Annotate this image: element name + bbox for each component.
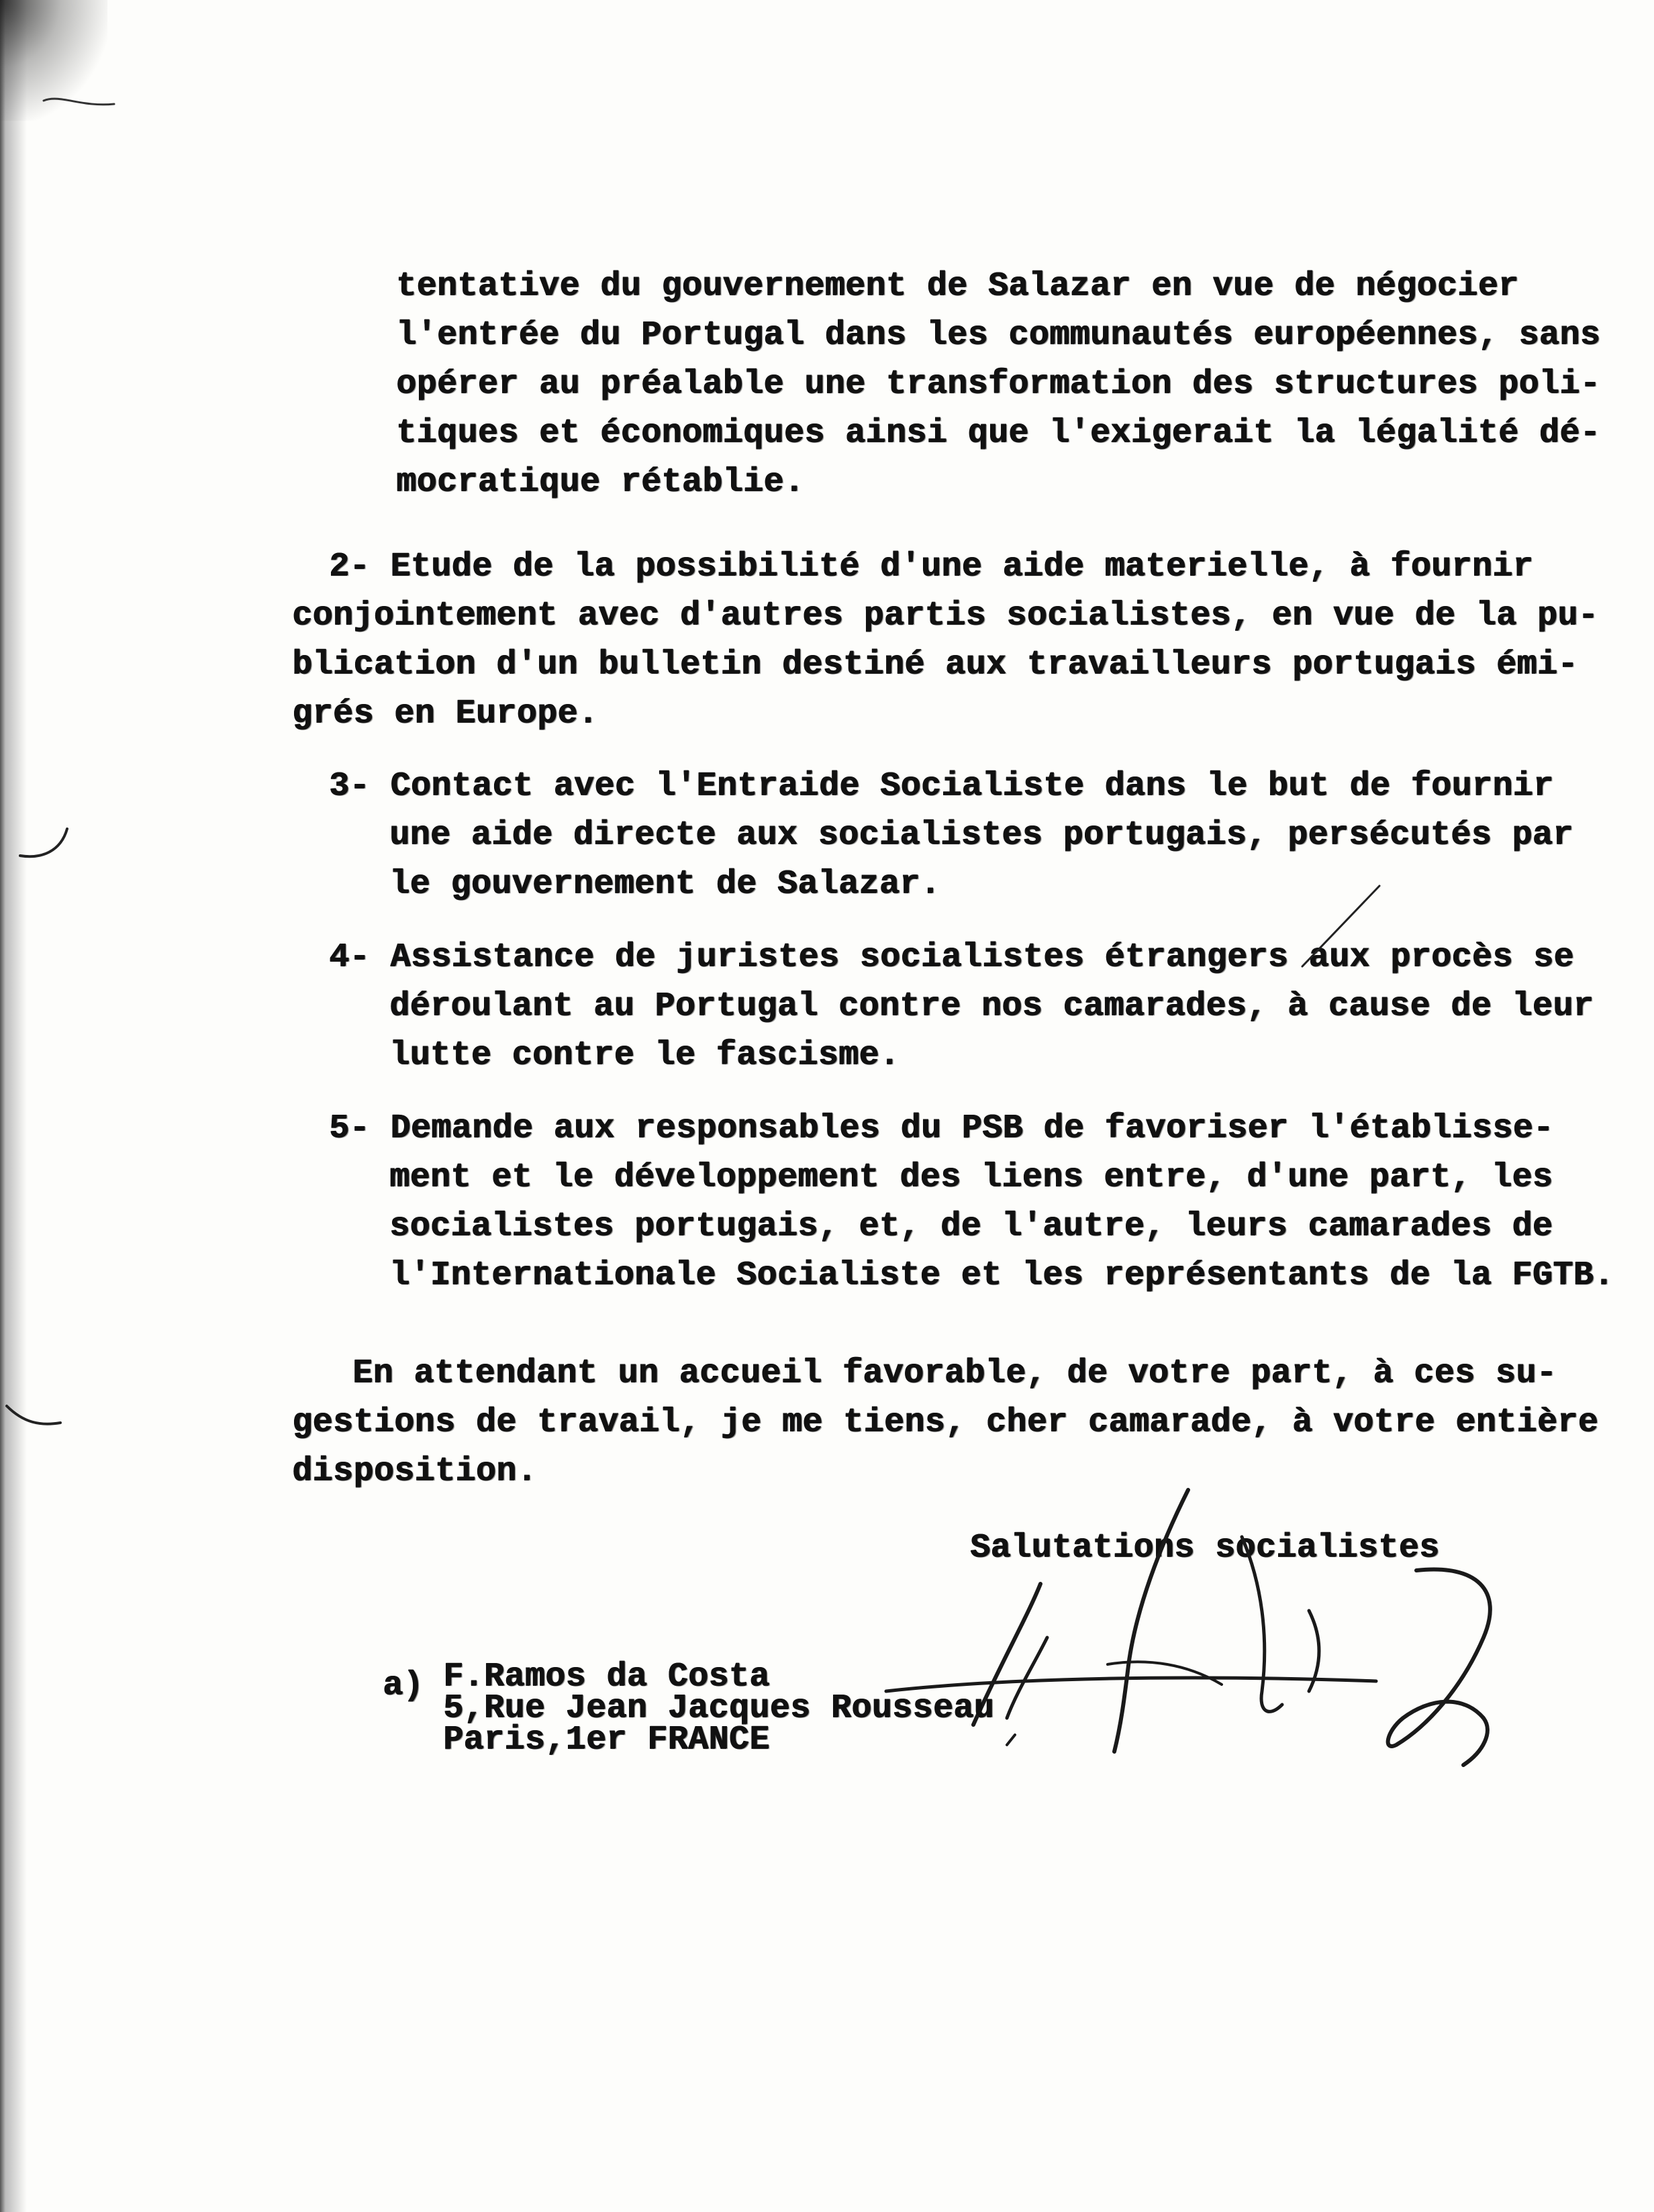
address-line: 5,Rue Jean Jacques Rousseau (443, 1689, 994, 1727)
item-line: une aide directe aux socialistes portugais, persécutés par (389, 816, 1573, 854)
intro-line: mocratique rétablie. (396, 463, 805, 501)
item-line: socialistes portugais, et, de l'autre, leurs camarades de (389, 1207, 1553, 1246)
check-mark (1296, 879, 1390, 973)
intro-line: opérer au préalable une transformation des structures poli- (396, 365, 1600, 403)
item-2 (292, 542, 1598, 738)
left-margin-mark (13, 825, 74, 866)
closing-line: En attendant un accueil favorable, de votre part, à ces su- (352, 1354, 1557, 1393)
item-line: le gouvernement de Salazar. (389, 865, 940, 903)
closing-line: disposition. (292, 1452, 537, 1491)
item-line: 5- Demande aux responsables du PSB de favoriser l'établisse- (329, 1109, 1554, 1148)
intro-line: l'entrée du Portugal dans les communautés européennes, sans (396, 316, 1600, 354)
left-margin-mark (3, 1399, 64, 1440)
item-line: ment et le développement des liens entre, d'une part, les (389, 1158, 1553, 1197)
address-line: Paris,1er FRANCE (443, 1721, 770, 1759)
corner-scratch (40, 81, 121, 121)
item-line: l'Internationale Socialiste et les représentants de la FGTB. (389, 1256, 1614, 1295)
item-line: conjointement avec d'autres partis socialistes, en vue de la pu- (292, 597, 1598, 635)
item-line: 2- Etude de la possibilité d'une aide materielle, à fournir (329, 548, 1533, 586)
salutation: Salutations socialistes (970, 1529, 1440, 1567)
scan-edge-shadow (0, 0, 27, 2212)
item-line: déroulant au Portugal contre nos camarades, à cause de leur (389, 987, 1594, 1025)
address-block (443, 1658, 994, 1759)
item-line: 3- Contact avec l'Entraide Socialiste dans le but de fournir (329, 767, 1554, 805)
intro-paragraph (396, 262, 1600, 507)
intro-line: tiques et économiques ainsi que l'exigerait la légalité dé- (396, 414, 1600, 452)
item-line: blication d'un bulletin destiné aux travailleurs portugais émi- (292, 646, 1578, 684)
item-4 (329, 933, 1594, 1080)
item-line: lutte contre le fascisme. (389, 1036, 900, 1074)
item-line: grés en Europe. (292, 695, 599, 733)
address-marker: a) (383, 1666, 424, 1705)
item-5 (329, 1104, 1614, 1300)
intro-line: tentative du gouvernement de Salazar en vue de négocier (396, 267, 1519, 305)
address-line: F.Ramos da Costa (443, 1658, 770, 1696)
closing-line: gestions de travail, je me tiens, cher camarade, à votre entière (292, 1403, 1598, 1442)
item-line: 4- Assistance de juristes socialistes étrangers aux procès se (329, 938, 1574, 976)
